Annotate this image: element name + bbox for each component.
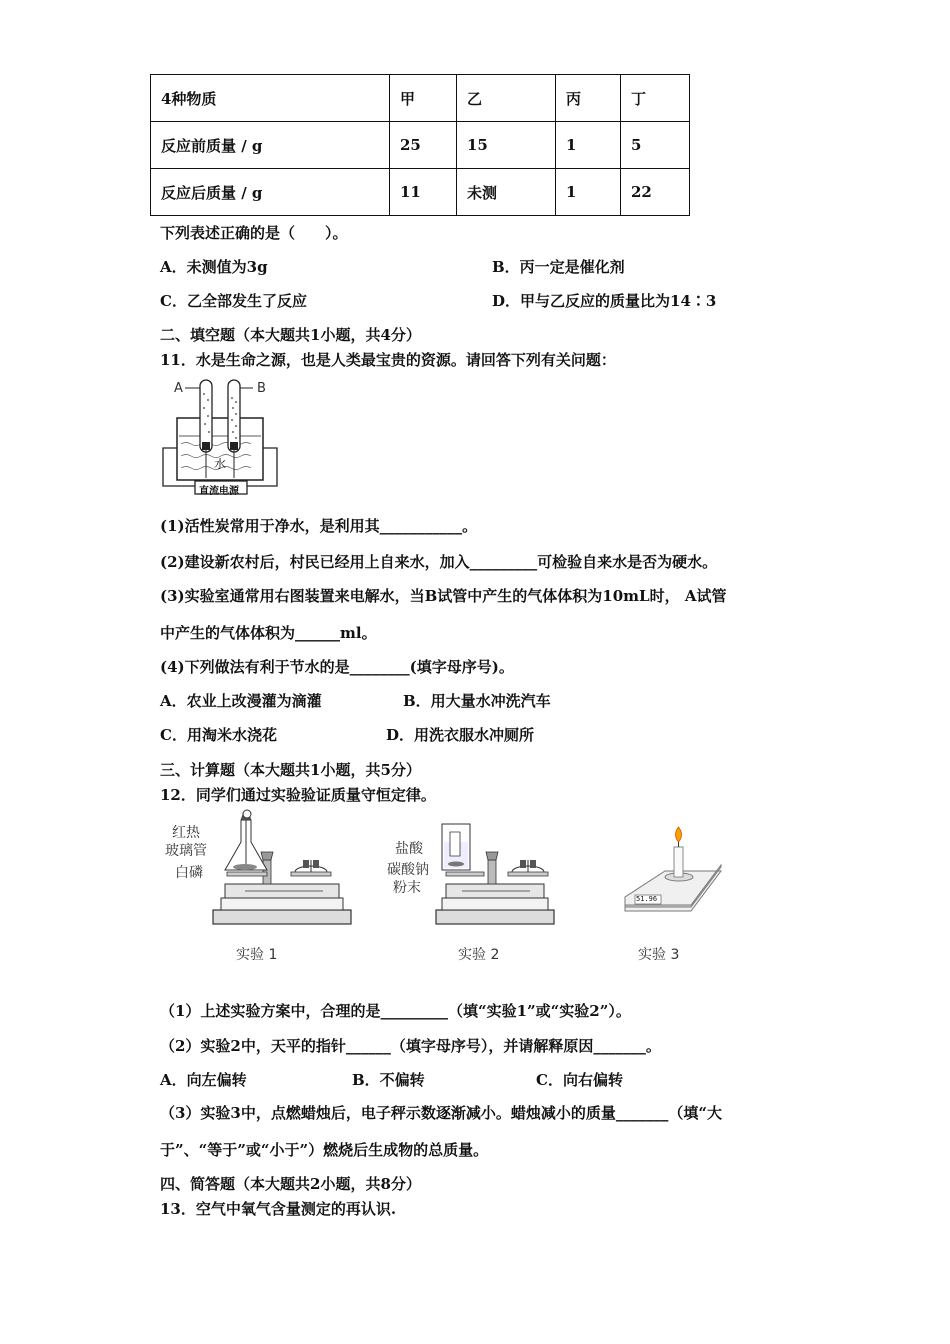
table-cell: 1 (556, 122, 621, 169)
table-cell: 未测 (457, 169, 556, 216)
table-cell: 11 (390, 169, 457, 216)
q11-option-c: C．用淘米水浇花 (160, 726, 277, 744)
balance-with-flask (205, 812, 365, 927)
q12-option-a: A．向左偏转 (160, 1071, 247, 1089)
table-cell: 4种物质 (151, 75, 390, 122)
q10-option-d: D．甲与乙反应的质量比为14∶3 (492, 292, 717, 310)
label-red-hot: 红热 (172, 825, 200, 841)
q11-option-a: A．农业上改漫灌为滴灌 (160, 692, 322, 710)
table-cell: 1 (556, 169, 621, 216)
electrolysis-apparatus (155, 378, 285, 498)
q12-option-b: B．不偏转 (352, 1071, 425, 1089)
q11-part-3-line-2: 中产生的气体体积为______ml。 (160, 624, 377, 642)
label-white-phosphorus: 白磷 (175, 865, 203, 881)
table-cell: 乙 (457, 75, 556, 122)
section-3-heading: 三、计算题（本大题共1小题，共5分） (160, 761, 421, 779)
section-2-heading: 二、填空题（本大题共1小题，共4分） (160, 326, 421, 344)
q12-stem: 12．同学们通过实验验证质量守恒定律。 (160, 786, 436, 804)
label-sodium-carbonate: 碳酸钠 (387, 862, 429, 878)
label-hydrochloric-acid: 盐酸 (395, 841, 423, 857)
power-supply-label: 直流电源 (199, 486, 239, 497)
q11-option-b: B．用大量水冲洗汽车 (403, 692, 551, 710)
q13-stem: 13．空气中氧气含量测定的再认识. (160, 1200, 397, 1218)
q12-part-3-line-1: （3）实验3中，点燃蜡烛后，电子秤示数逐渐减小。蜡烛减小的质量_______（填“大 (160, 1104, 723, 1122)
q11-part-3-line-1: (3)实验室通常用右图装置来电解水，当B试管中产生的气体体积为10mL时， A试管 (160, 587, 727, 605)
q10-option-c: C．乙全部发生了反应 (160, 292, 307, 310)
mass-table (150, 74, 690, 216)
table-cell: 反应后质量 / g (151, 169, 390, 216)
q11-option-d: D．用洗衣服水冲厕所 (386, 726, 535, 744)
q11-part-2: (2)建设新农村后，村民已经用上自来水，加入_________可检验自来水是否为硬水。 (160, 553, 718, 571)
q11-part-1: (1)活性炭常用于净水，是利用其___________。 (160, 517, 478, 535)
table-cell: 5 (621, 122, 690, 169)
tube-a-label: A (174, 381, 183, 396)
q10-stem: 下列表述正确的是（ ）。 (160, 224, 348, 242)
label-glass-tube: 玻璃管 (165, 843, 207, 859)
q10-option-a: A．未测值为3g (160, 258, 268, 276)
table-header-row (151, 75, 690, 122)
q11-stem: 11．水是生命之源，也是人类最宝贵的资源。请回答下列有关问题： (160, 351, 616, 369)
experiment-3-caption: 实验 3 (638, 947, 680, 963)
q12-part-3-line-2: 于”、“等于”或“小于”）燃烧后生成物的总质量。 (160, 1141, 489, 1159)
section-4-heading: 四、简答题（本大题共2小题，共8分） (160, 1175, 421, 1193)
tube-b-label: B (257, 381, 266, 396)
q12-option-c: C．向右偏转 (536, 1071, 623, 1089)
experiment-1-caption: 实验 1 (236, 947, 278, 963)
table-row (151, 122, 690, 169)
table-cell: 22 (621, 169, 690, 216)
table-cell: 丙 (556, 75, 621, 122)
scale-display-reading: 51.96 (636, 895, 658, 903)
table-row (151, 169, 690, 216)
table-cell: 15 (457, 122, 556, 169)
q12-part-2: （2）实验2中，天平的指针______（填字母序号），并请解释原因_______。 (160, 1037, 661, 1055)
q10-option-b: B．丙一定是催化剂 (492, 258, 625, 276)
table-cell: 25 (390, 122, 457, 169)
table-cell: 丁 (621, 75, 690, 122)
candle-on-electronic-scale (615, 825, 725, 935)
label-powder: 粉末 (393, 880, 421, 896)
table-cell: 反应前质量 / g (151, 122, 390, 169)
q11-part-4: (4)下列做法有利于节水的是________(填字母序号)。 (160, 658, 514, 676)
water-label: 水 (214, 457, 227, 471)
balance-with-beaker (428, 818, 588, 928)
q12-part-1: （1）上述实验方案中，合理的是_________（填“实验1”或“实验2”）。 (160, 1002, 631, 1020)
table-cell: 甲 (390, 75, 457, 122)
experiment-2-caption: 实验 2 (458, 947, 500, 963)
